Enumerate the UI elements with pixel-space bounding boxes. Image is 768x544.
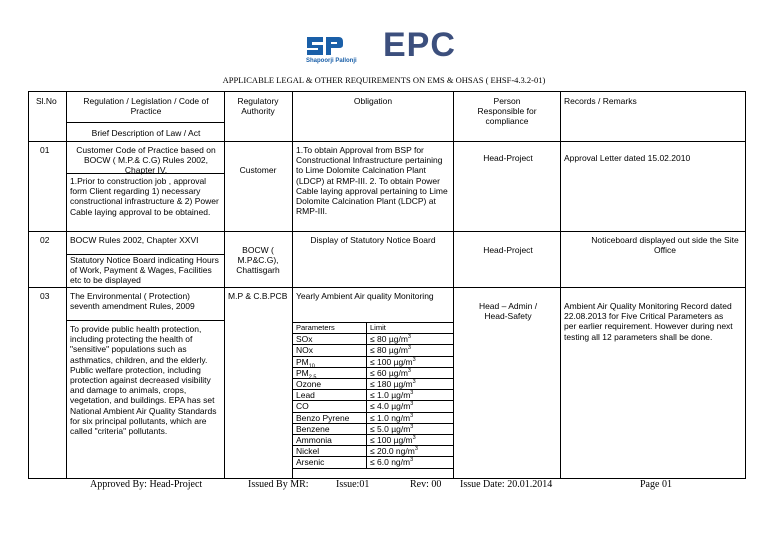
params-parameter-name: Ammonia xyxy=(296,435,332,445)
row-03-person: Head – Admin / Head-Safety xyxy=(478,301,538,322)
row-01-brief: 1.Prior to construction job , approval form Client regarding 1) necessary constructional infrastructure & 2) Power Cable laying approval to be obtained. xyxy=(70,176,219,217)
params-limit-value: ≤ 4.0 $\mu g/m^3$ xyxy=(370,401,414,412)
footer-issue: Issue:01 xyxy=(336,479,370,490)
params-limit-value: ≤ 80 $\mu g/m^3$ xyxy=(370,345,411,356)
row-01-authority: Customer xyxy=(239,165,277,175)
params-parameter-name: Arsenic xyxy=(296,457,325,468)
row-02-legislation: BOCW Rules 2002, Chapter XXVI xyxy=(70,235,199,245)
params-unit-superscript: 3 xyxy=(410,457,414,464)
row-02-obligation: Display of Statutory Notice Board xyxy=(310,235,436,245)
params-unit-superscript: 3 xyxy=(410,390,414,397)
params-unit-superscript: 3 xyxy=(414,446,418,453)
row-03-obligation: Yearly Ambient Air quality Monitoring xyxy=(296,291,434,301)
header-brief-description: Brief Description of Law / Act xyxy=(91,128,201,138)
params-header-limit: Limit xyxy=(370,323,386,332)
params-parameter-name: SOx xyxy=(296,334,313,345)
header-sl-no: Sl.No xyxy=(36,96,57,106)
params-limit-value: ≤ 1.0 $ng/m^3$ xyxy=(370,412,414,423)
header-regulatory-authority: Regulatory Authority xyxy=(237,96,279,117)
header-obligation: Obligation xyxy=(353,96,393,106)
params-unit-superscript: 3 xyxy=(407,334,411,341)
footer-issue-date: Issue Date: 20.01.2014 xyxy=(460,479,553,490)
params-parameter-name: Lead xyxy=(296,390,315,401)
params-unit-superscript: 3 xyxy=(410,412,414,419)
shapoorji-pallonji-logo-icon xyxy=(303,33,345,59)
header-person-responsible: Person Responsible for compliance xyxy=(477,96,537,127)
row-02-records: Noticeboard displayed out side the Site Office xyxy=(591,235,739,256)
params-unit-superscript: 3 xyxy=(410,423,414,430)
params-parameter-name: NOx xyxy=(296,345,313,356)
params-unit-superscript: 3 xyxy=(410,401,414,408)
row-03-authority: M.P & C.B.PCB xyxy=(228,291,288,301)
params-unit-superscript: 3 xyxy=(412,379,416,386)
row-02-person: Head-Project xyxy=(483,245,533,255)
params-limit-value: ≤ 180 $\mu g/m^3$ xyxy=(370,379,416,389)
header-records-remarks: Records / Remarks xyxy=(564,96,637,106)
row-02-authority: BOCW ( M.P&C.G), Chattisgarh xyxy=(236,245,280,276)
params-parameter-name: Ozone xyxy=(296,379,322,389)
row-03-legislation: The Environmental ( Protection) seventh amendment Rules, 2009 xyxy=(70,291,195,312)
footer-page: Page 01 xyxy=(640,479,672,490)
row-03-records: Ambient Air Quality Monitoring Record dated 22.08.2013 for Five Critical Parameters as per earlier requirement. However during next testing all 12 parameters shall be done. xyxy=(564,301,733,342)
footer-issued-by: Issued By MR: xyxy=(248,479,309,490)
params-subscript: 10 xyxy=(308,363,315,370)
row-01-records: Approval Letter dated 15.02.2010 xyxy=(564,153,691,163)
row-02-sl: 02 xyxy=(40,235,50,245)
header-legislation: Regulation / Legislation / Code of Practice xyxy=(83,96,209,117)
params-parameter-name: $PM_{2.5}$ xyxy=(296,367,317,381)
row-01-sl: 01 xyxy=(40,145,50,155)
params-limit-value: ≤ 1.0 $\mu g/m^3$ xyxy=(370,390,414,401)
document-title: APPLICABLE LEGAL & OTHER REQUIREMENTS ON EMS & OHSAS ( EHSF-4.3.2-01) xyxy=(222,75,546,85)
params-subscript: 2.5 xyxy=(308,374,317,381)
params-parameter-name: Benzene xyxy=(296,423,330,434)
params-limit-value: ≤ 60 $\mu g/m^3$ xyxy=(370,367,411,378)
logo-epc: EPC xyxy=(383,26,456,64)
params-header-parameters: Parameters xyxy=(296,323,335,332)
row-01-obligation: 1.To obtain Approval from BSP for Constructional Infrastructure pertaining to Lime Dolomite Calcination Plant (LDCP) at RMP-III. 2. To obtain Power Cable laying approval pertaining to Lime Dolomite Calcination Plant (LDCP) at RMP-III. xyxy=(296,145,448,217)
params-row-line xyxy=(292,468,453,469)
logo-company-name: Shapoorji Pallonji xyxy=(306,58,357,64)
row-02-brief: Statutory Notice Board indicating Hours of Work, Payment & Wages, Facilities etc to be displayed xyxy=(70,255,219,286)
row-03-sl: 03 xyxy=(40,291,50,301)
footer-rev: Rev: 00 xyxy=(410,479,442,490)
params-limit-value: ≤ 100 $\mu g/m^3$ xyxy=(370,435,416,445)
row-03-brief: To provide public health protection, including protecting the health of "sensitive" populations such as asthmatics, children, and the elderly. Public welfare protection, including protection against decreased visibility and damage to animals, crops, vegetation, and buildings. EPA has set National Ambient Air Quality Standards for six principal pollutants, which are called "criteria" pollutants. xyxy=(70,324,217,437)
params-unit-superscript: 3 xyxy=(412,435,416,442)
params-limit-value: ≤ 80 $\mu g/m^3$ xyxy=(370,334,411,345)
footer-approved-by: Approved By: Head-Project xyxy=(90,479,203,490)
params-unit-superscript: 3 xyxy=(412,356,416,363)
params-parameter-name: $PM_{10}$ xyxy=(296,356,315,370)
params-parameter-name: Nickel xyxy=(296,446,320,457)
params-unit-superscript: 3 xyxy=(407,345,411,352)
params-limit-value: ≤ 100 $\mu g/m^3$ xyxy=(370,356,416,367)
params-limit-value: ≤ 20.0 $ng/m^3$ xyxy=(370,446,418,457)
params-limit-value: ≤ 6.0 $ng/m^3$ xyxy=(370,457,414,468)
params-unit-superscript: 3 xyxy=(407,367,411,374)
params-column-line xyxy=(366,322,367,468)
params-limit-value: ≤ 5.0 $\mu g/m^3$ xyxy=(370,423,414,434)
params-parameter-name: Benzo Pyrene xyxy=(296,412,350,423)
row-01-person: Head-Project xyxy=(483,153,533,163)
params-parameter-name: CO xyxy=(296,401,309,412)
row-01-legislation: Customer Code of Practice based on BOCW ( M.P.& C.G) Rules 2002, Chapter IV. xyxy=(76,145,216,176)
